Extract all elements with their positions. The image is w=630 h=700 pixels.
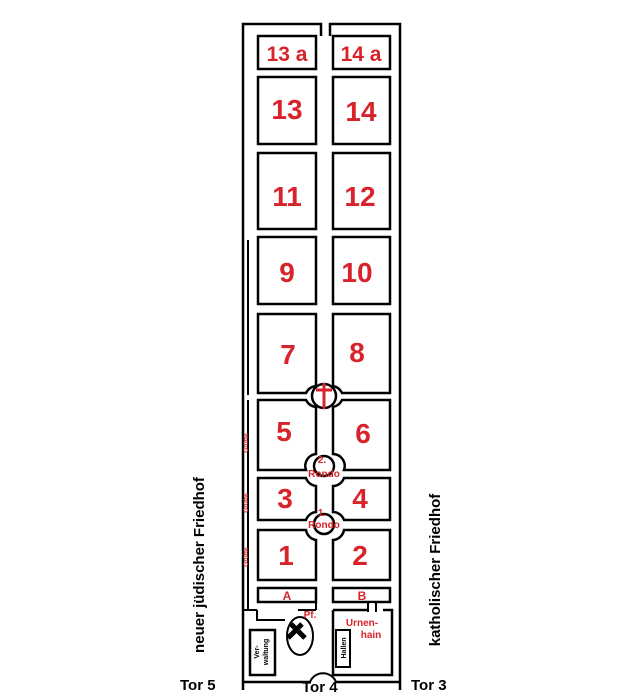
gate-3-label: Tor 3 <box>411 677 447 694</box>
label-A: A <box>282 589 292 603</box>
label-2: 2 <box>352 540 368 571</box>
chapel-cross-icon <box>288 624 305 638</box>
label-12: 12 <box>344 181 376 212</box>
urnenhain-line1: Urnen- <box>345 618 379 629</box>
neighbor-right-label: katholischer Friedhof <box>427 493 444 647</box>
rondo1-number: 1. <box>317 508 327 519</box>
neighbor-left-label: neuer jüdischer Friedhof <box>191 477 208 653</box>
gruft-label-mid: Grüfte <box>243 493 250 513</box>
pf-label: Pf. <box>303 610 317 621</box>
label-4: 4 <box>352 483 368 514</box>
rondo2-number: 2. <box>317 455 327 466</box>
label-14a: 14 a <box>340 43 382 66</box>
gate-5-label: Tor 5 <box>180 677 216 694</box>
gruft-label-top: Grüfte <box>243 433 250 453</box>
urnenhain-line2: hain <box>360 630 382 641</box>
rondo2-label: Rondo <box>308 469 340 480</box>
label-8: 8 <box>349 337 365 368</box>
label-B: B <box>357 589 367 603</box>
label-5: 5 <box>276 416 292 447</box>
label-10: 10 <box>341 257 373 288</box>
gruft-label-bottom: Grüfte <box>243 547 250 567</box>
verwaltung-line2: waltung <box>263 638 270 666</box>
label-13: 13 <box>271 94 303 125</box>
gate-4-label: Tor 4 <box>302 679 338 696</box>
label-11: 11 <box>272 181 302 212</box>
label-13a: 13 a <box>266 43 308 66</box>
hallen-label: Hallen <box>341 637 348 659</box>
verwaltung-line1: Ver- <box>254 645 261 659</box>
label-9: 9 <box>279 257 295 288</box>
cross-icon <box>316 383 332 409</box>
label-7: 7 <box>280 339 296 370</box>
rondo1-label: Rondo <box>308 520 340 531</box>
label-3: 3 <box>277 483 293 514</box>
label-1: 1 <box>278 540 294 571</box>
label-6: 6 <box>355 418 371 449</box>
label-14: 14 <box>345 96 377 127</box>
pf-path <box>257 610 285 620</box>
